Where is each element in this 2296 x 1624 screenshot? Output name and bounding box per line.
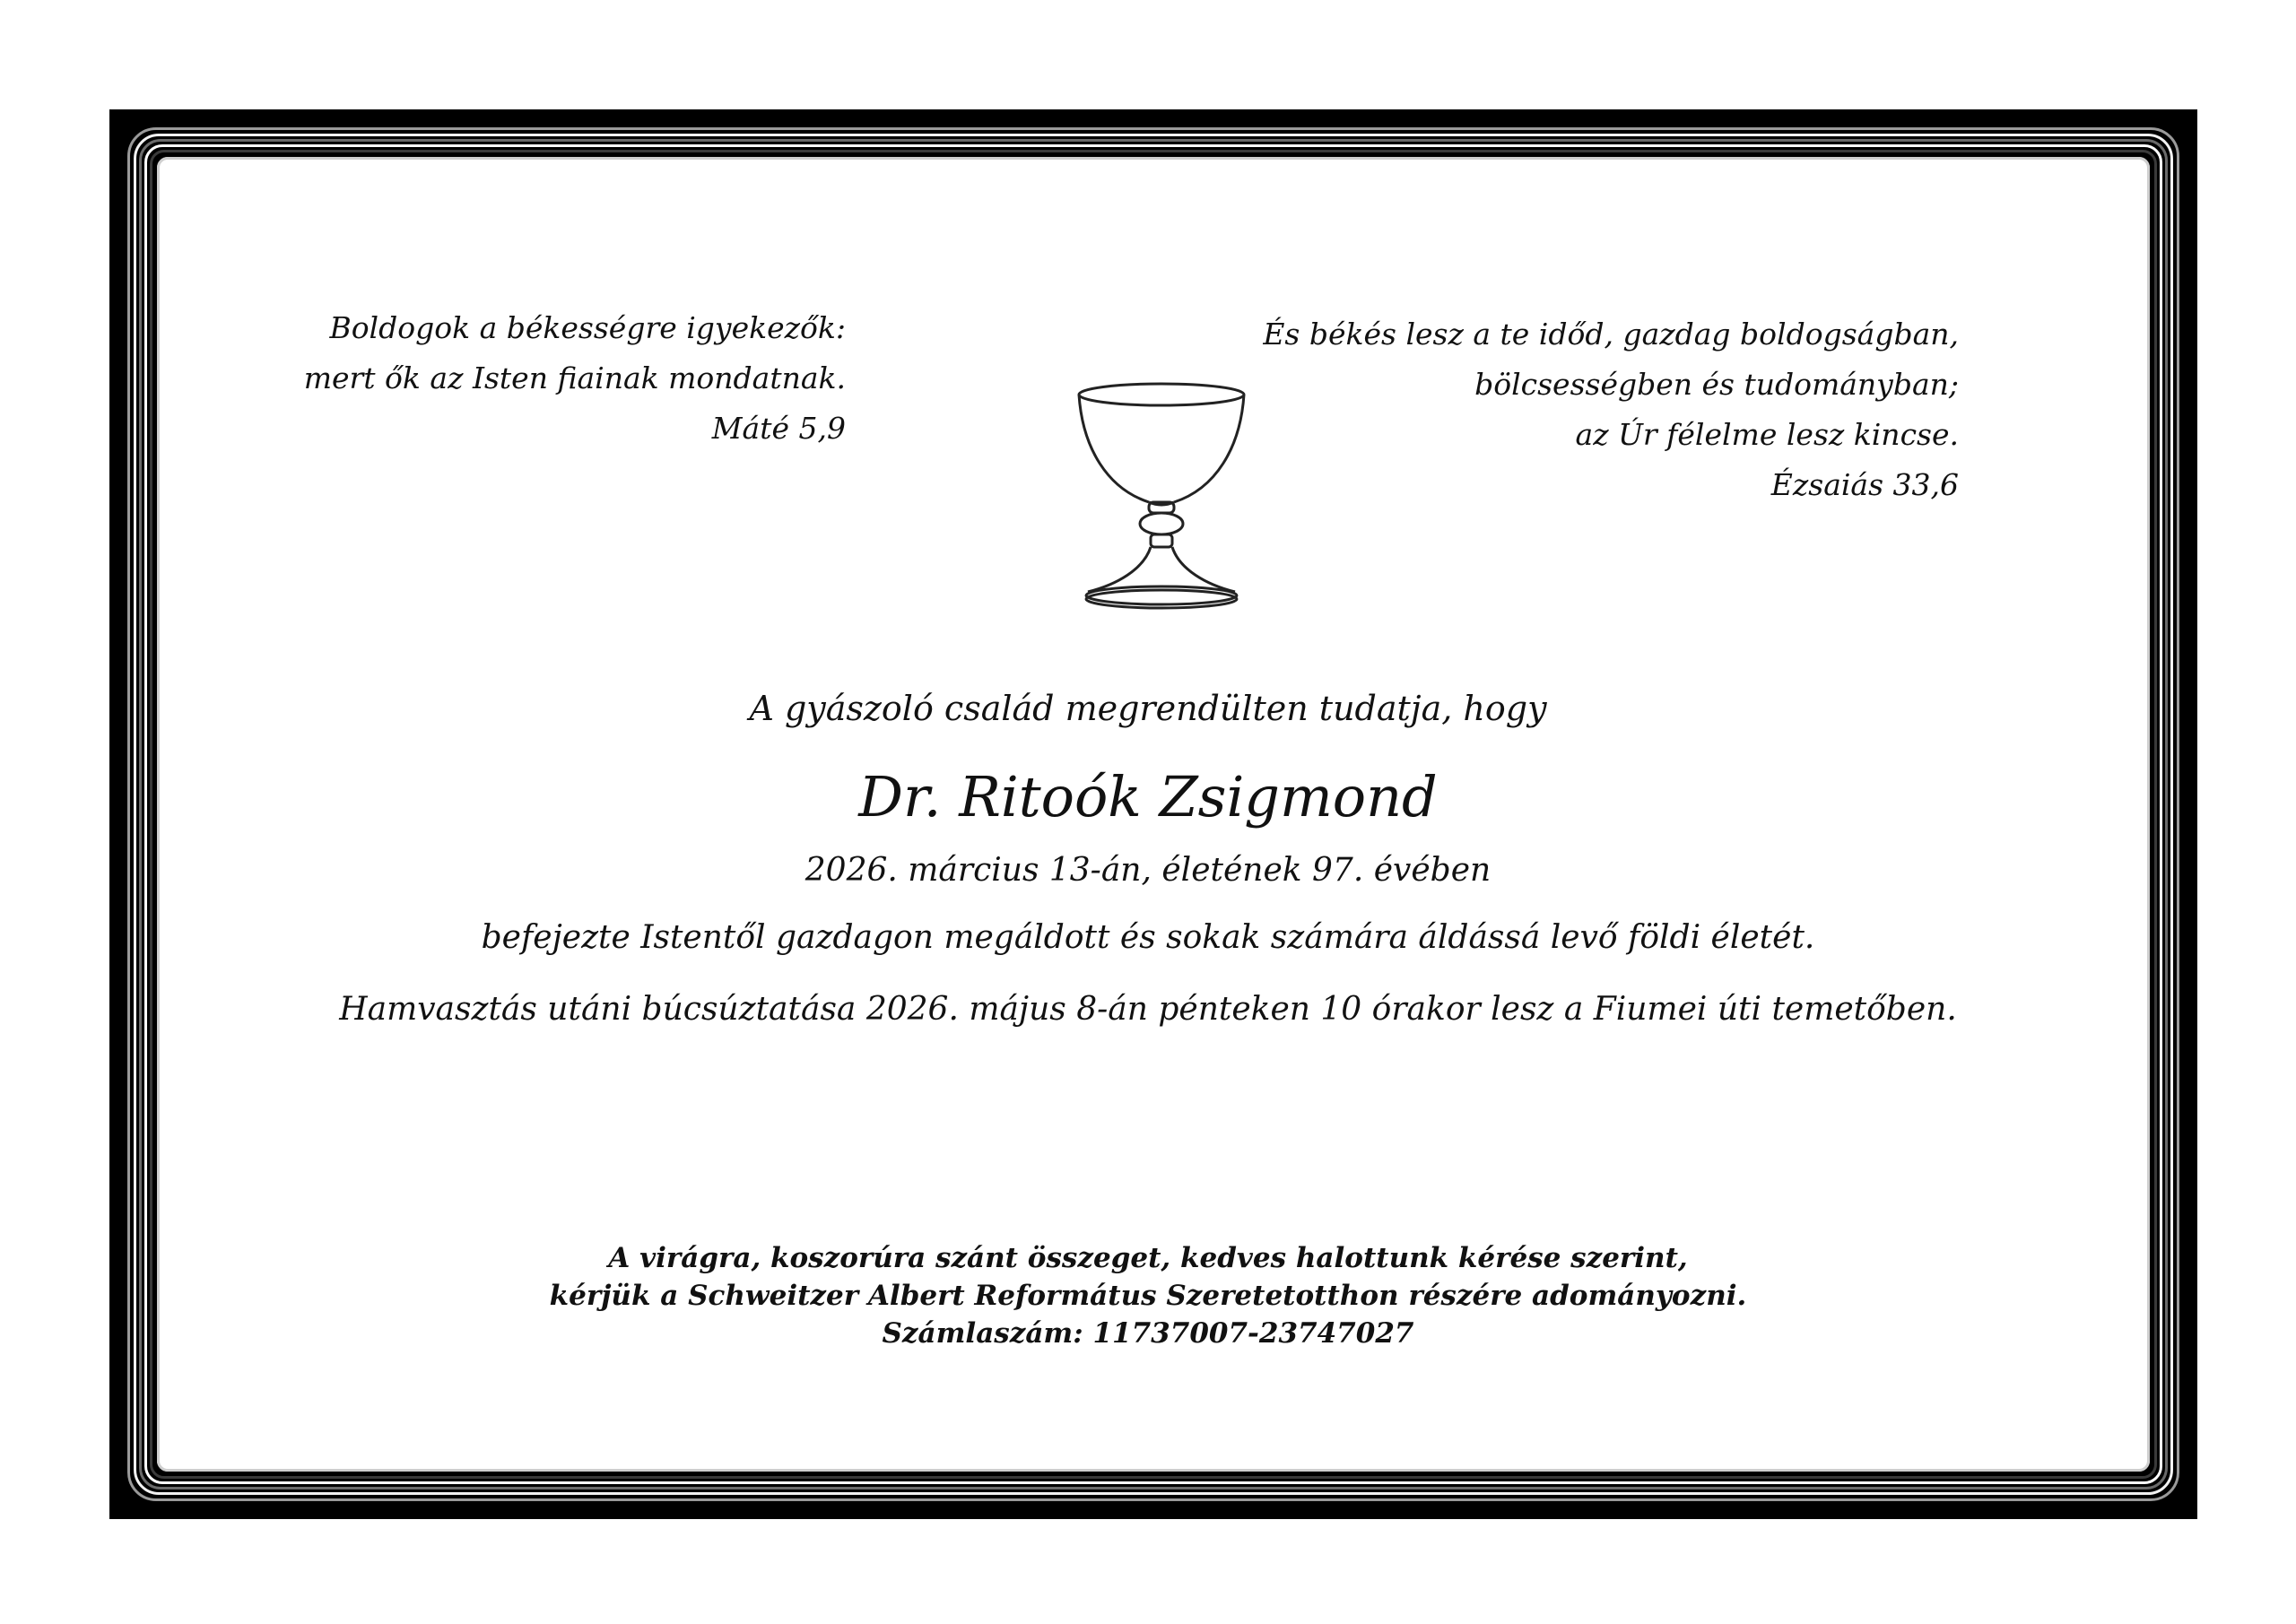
announcement-intro: A gyászoló család megrendülten tudatja, hogy [749, 689, 1547, 728]
donation-line: A virágra, koszorúra szánt összeget, kedves halottunk kérése szerint, [608, 1242, 1688, 1274]
donation-note [0, 1239, 2296, 1352]
death-date-line: 2026. március 13-án, életének 97. évében [804, 852, 1492, 889]
quote-line: bölcsességben és tudományban; [1474, 367, 1959, 402]
funeral-info-line: Hamvasztás utáni búcsúztatása 2026. május 8-án pénteken 10 órakor lesz a Fiumei úti temetőben. [339, 991, 1957, 1028]
bible-quote-right [1263, 309, 1959, 510]
bible-quote-left [304, 303, 846, 454]
quote-reference: Ézsaiás 33,6 [1770, 467, 1959, 502]
quote-line: Boldogok a békességre igyekezők: [329, 310, 846, 345]
account-number: Számlaszám: 11737007-23747027 [882, 1317, 1414, 1350]
life-text-line: befejezte Istentől gazdagon megáldott és sokak számára áldássá levő földi életét. [481, 919, 1815, 956]
deceased-name: Dr. Ritoók Zsigmond [858, 764, 1438, 829]
quote-line: az Úr félelme lesz kincse. [1575, 417, 1959, 452]
quote-line: mert ők az Isten fiainak mondatnak. [303, 360, 846, 395]
quote-reference: Máté 5,9 [711, 411, 846, 446]
donation-line: kérjük a Schweitzer Albert Református Szeretetotthon részére adományozni. [549, 1280, 1747, 1312]
chalice-icon [1072, 377, 1251, 610]
quote-line: És békés lesz a te időd, gazdag boldogságban, [1263, 317, 1959, 352]
